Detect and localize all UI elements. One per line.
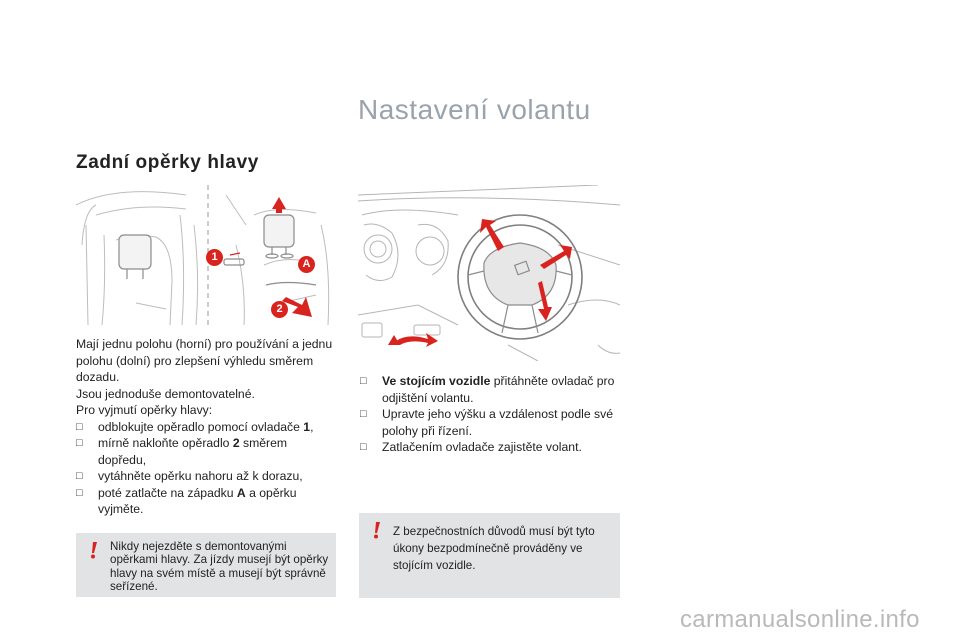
- warning-exclamation-icon: [84, 541, 102, 559]
- steering-instructions: [360, 373, 622, 456]
- list-item: □ Zatlačením ovladače zajistěte volant.: [360, 440, 582, 454]
- section-title: Zadní opěrky hlavy: [76, 152, 259, 173]
- headrest-instructions: [76, 336, 338, 518]
- square-bullet-icon: □: [76, 437, 83, 449]
- list-item: □ odblokujte opěradlo pomocí ovladače 1,: [76, 419, 314, 434]
- list-item: □ Ve stojícím vozidle přitáhněte ovladač pro odjištění volantu.: [360, 374, 615, 405]
- square-bullet-icon: □: [360, 375, 367, 387]
- callout-1: 1: [206, 249, 223, 266]
- list-item: □ vytáhněte opěrku nahoru až k dorazu,: [76, 469, 303, 483]
- square-bullet-icon: □: [76, 420, 83, 433]
- square-bullet-icon: □: [360, 441, 367, 453]
- warning-box-headrests: [76, 533, 336, 597]
- list-item: □ Upravte jeho výšku a vzdálenost podle své polohy při řízení.: [360, 407, 614, 438]
- watermark: carmanualsonline.info: [680, 606, 920, 633]
- list-item: □ poté zatlačte na západku A a opěrku vyjměte.: [76, 485, 297, 516]
- square-bullet-icon: □: [360, 408, 367, 420]
- warning-text: Nikdy nejezděte s demontovanými opěrkami hlavy. Za jízdy musejí být opěrky hlavy na svém místě a musejí být správně seřízené.: [110, 540, 329, 594]
- callout-2: 2: [271, 301, 288, 318]
- warning-box-steering: [359, 513, 620, 598]
- list-item: □ mírně nakloňte opěradlo 2 směrem dopředu,: [76, 436, 288, 467]
- removal-steps-list: [76, 419, 338, 518]
- intro-removal-steps: Pro vyjmutí opěrky hlavy:: [76, 403, 213, 417]
- callout-A: A: [298, 256, 315, 273]
- warning-text: Z bezpečnostních důvodů musí být tyto úkony bezpodmínečně prováděny ve stojícím vozidle.: [393, 525, 595, 572]
- page-title: Nastavení volantu: [358, 94, 591, 125]
- intro-paragraph: Mají jednu polohu (horní) pro používání a jednu polohu (dolní) pro zlepšení výhledu směrem dozadu.: [76, 337, 333, 384]
- intro-removable: Jsou jednoduše demontovatelné.: [76, 386, 255, 401]
- steering-steps-list: [360, 373, 622, 456]
- square-bullet-icon: □: [76, 470, 83, 482]
- steering-wheel-illustration: [358, 185, 620, 361]
- warning-exclamation-icon: [367, 521, 385, 539]
- square-bullet-icon: □: [76, 486, 83, 499]
